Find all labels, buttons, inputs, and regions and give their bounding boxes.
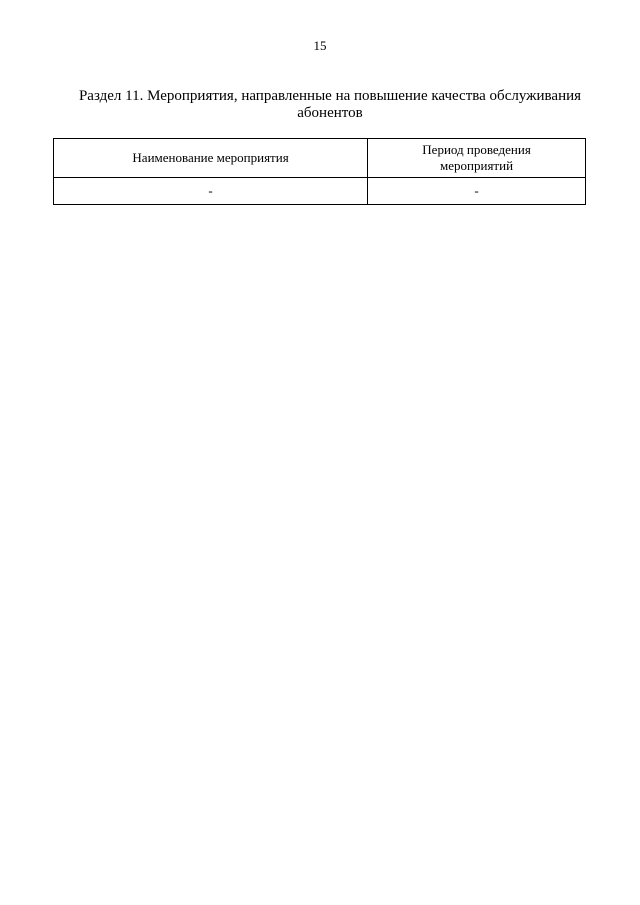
header-measure-name: Наименование мероприятия [54,139,368,178]
section-title [60,88,600,122]
header-measure-period [368,139,586,178]
section-title-line-2: абонентов [297,105,363,121]
cell-measure-name: - [54,178,368,205]
table-row [54,178,586,205]
page-number: 15 [313,38,327,53]
section-title-line-1: Раздел 11. Мероприятия, направленные на повышение качества обслуживания [78,88,582,104]
cell-measure-period: - [368,178,586,205]
header-period-line-2: мероприятий [440,158,514,173]
header-period-line-1: Период проведения [422,142,531,157]
measures-table [53,138,586,205]
table-header-row [54,139,586,178]
